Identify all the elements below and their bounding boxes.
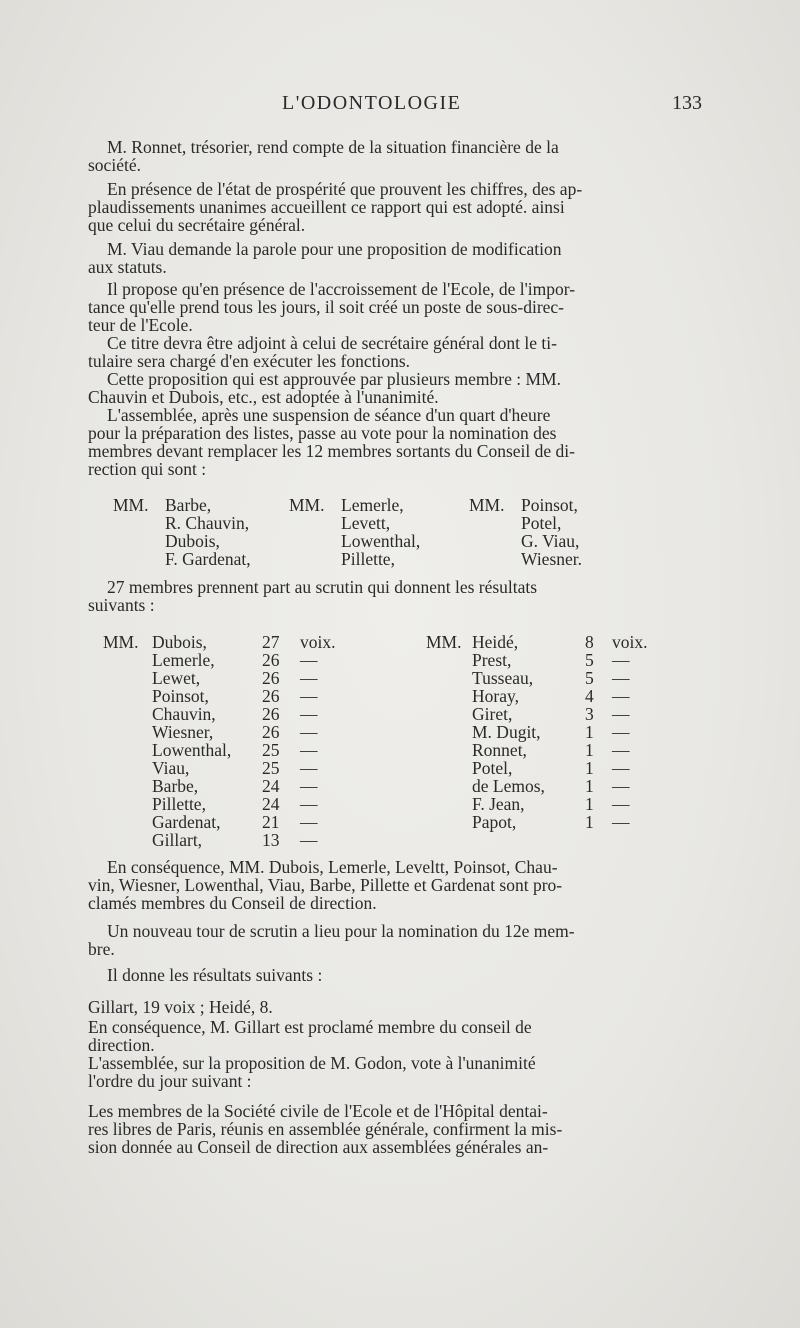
paragraph-new-round: Un nouveau tour de scrutin a lieu pour la nomination du 12e mem- bre. — [88, 921, 575, 959]
vote-count: 1 — [585, 758, 594, 778]
vote-unit: — — [300, 776, 318, 796]
member-name: Levett, — [341, 513, 391, 533]
members-column-3: MM. Poinsot, Potel, G. Viau, Wiesner. — [469, 495, 583, 569]
vote-count: 1 — [585, 722, 594, 742]
document-page: L'ODONTOLOGIE 133 M. Ronnet, trésorier, rend compte de la situation financière de la société. En présence de l'état de prospérité que prouvent les chiffres, des ap- plaudissements unanimes accueillent ce rapport qui est adopté. ainsi que celui du secrétaire général. M. Viau demande la parole pour une proposition de modification aux statuts. Il propose qu'en présence de l'accroissement de l'Ecole, de l'impor- tance qu'elle prend tous les jours, il soit créé un poste de sous-direc- teur de l'Ecole. Ce titre devra être adjoint à celui de secrétaire général dont le ti- tulaire sera chargé d'en exécuter les fonctions. Cette proposition qui est approuvée par plusieurs membre : MM. Chauvin et Dubois, etc., est adoptée à l'unanimité. L'assemblée, après une suspension de séance d'un quart d'heure pour la préparation des listes, passe au vote pour la nomination des membres devant remplacer les 12 membres sortants du Conseil de di- rection qui sont : MM. Barbe, R. Chauvin, Dubois, F. Gardenat, MM. Lemerle, Levett, Lowenthal, Pillette, MM. Poinsot, Potel, G. Viau, Wiesner. 27 membres prennent part au scrutin qui donnent les résultats suivants : MM. Dubois, 27 voix. Lemerle, 26 — Lewet, 26 — Poinsot, 26 — Chauvin, 26 — Wiesner, 26 — Lowenthal, 25 — Viau, 25 — Barbe, 24 — Pillette, 24 — Gardenat, 21 — Gillart, 13 — MM. Heidé, 8 voix. Prest, 5 — Tusseau, 5 — Horay, 4 — Giret, 3 — M. Dugit, 1 — Ronnet, 1 — Potel, 1 — de Lemos, 1 — F. Jean, 1 — Papot, 1 — En conséquence, MM. Dubois, Lemerle, Leveltt, Poinsot, Chau- vin, Wiesner, Lowenthal, Viau, Barbe, Pillette et Gardenat sont pro- clamés membres du Conseil de direction. Un nouveau tour de scrutin a lieu pour la nomination du 12e mem- bre. Il donne les résultats suivants : Gillart, 19 voix ; Heidé, 8. En conséquence, M. Gillart est proclamé membre du conseil de direction. L'assemblée, sur la proposition de M. Godon, vote à l'unanimité l'ordre du jour suivant : Les membres de la Société civile de l'Ecole et de l'Hôpital dentai- res libres de Paris, réunis en assemblée générale, confirment la mis- sion donnée au Conseil de direction aux assemblées générales an- — [0, 0, 800, 1328]
vote-unit: — — [612, 722, 630, 742]
vote-count: 21 — [262, 812, 280, 832]
vote-count: 5 — [585, 668, 594, 688]
result-row — [152, 776, 352, 794]
paragraph-approval: Cette proposition qui est approuvée par plusieurs membre : MM. Chauvin et Dubois, etc., est adoptée à l'unanimité. — [88, 369, 561, 407]
vote-unit: — — [300, 686, 318, 706]
candidate-name: Tusseau, — [472, 668, 534, 688]
result-row — [472, 740, 672, 758]
result-row — [472, 668, 672, 686]
candidate-name: Lemerle, — [152, 650, 215, 670]
paragraph-godon-proposal: L'assemblée, sur la proposition de M. Godon, vote à l'unanimité l'ordre du jour suivant : — [88, 1053, 536, 1091]
member-name: Dubois, — [165, 531, 220, 551]
vote-count: 26 — [262, 704, 280, 724]
vote-unit: voix. — [300, 632, 336, 652]
result-row — [152, 722, 352, 740]
vote-count: 1 — [585, 794, 594, 814]
paragraph-assembly-vote: L'assemblée, après une suspension de séance d'un quart d'heure pour la préparation des listes, passe au vote pour la nomination des membres devant remplacer les 12 membres sortants du Conseil de di- rection qui sont : — [88, 405, 575, 479]
vote-count: 13 — [262, 830, 280, 850]
vote-unit: — — [612, 812, 630, 832]
candidate-name: Gardenat, — [152, 812, 221, 832]
members-column-1: MM. Barbe, R. Chauvin, Dubois, F. Gardenat, — [113, 495, 251, 569]
member-name: Lowenthal, — [341, 531, 421, 551]
vote-unit: — — [300, 812, 318, 832]
running-title: L'ODONTOLOGIE — [282, 92, 462, 114]
vote-unit: — — [300, 668, 318, 688]
result-row — [472, 632, 672, 650]
vote-unit: — — [300, 830, 318, 850]
member-name: Lemerle, — [341, 495, 404, 515]
result-row — [472, 686, 672, 704]
vote-unit: — — [300, 758, 318, 778]
vote-unit: — — [612, 650, 630, 670]
vote-count: 5 — [585, 650, 594, 670]
candidate-name: Pillette, — [152, 794, 206, 814]
paragraph-applause: En présence de l'état de prospérité que prouvent les chiffres, des ap- plaudissements unanimes accueillent ce rapport qui est adopté. ainsi que celui du secrétaire général. — [88, 179, 583, 235]
member-name: Barbe, — [165, 495, 212, 515]
result-row — [152, 632, 352, 650]
member-name: Wiesner. — [521, 549, 583, 569]
paragraph-proclamation: En conséquence, MM. Dubois, Lemerle, Leveltt, Poinsot, Chau- vin, Wiesner, Lowenthal, Viau, Barbe, Pillette et Gardenat sont pro- clamés membres du Conseil de direction. — [88, 857, 563, 913]
vote-count: 26 — [262, 686, 280, 706]
vote-unit: — — [612, 758, 630, 778]
paragraph-results-intro: Il donne les résultats suivants : — [107, 965, 323, 985]
candidate-name: de Lemos, — [472, 776, 545, 796]
vote-unit: — — [612, 794, 630, 814]
result-row — [472, 758, 672, 776]
result-row — [152, 650, 352, 668]
member-name: R. Chauvin, — [165, 513, 250, 533]
member-name: F. Gardenat, — [165, 549, 251, 569]
vote-count: 26 — [262, 668, 280, 688]
candidate-name: Gillart, — [152, 830, 203, 850]
candidate-name: Poinsot, — [152, 686, 209, 706]
result-row — [152, 668, 352, 686]
paragraph-sub-director: Il propose qu'en présence de l'accroissement de l'Ecole, de l'impor- tance qu'elle prend tous les jours, il soit créé un poste de sous-direc- teur de l'Ecole. — [88, 279, 576, 335]
results-left-column — [152, 632, 352, 848]
vote-count: 25 — [262, 740, 280, 760]
paragraph-treasurer-report: M. Ronnet, trésorier, rend compte de la situation financière de la société. — [88, 137, 559, 175]
vote-unit: — — [300, 794, 318, 814]
candidate-name: Wiesner, — [152, 722, 214, 742]
member-name: Pillette, — [341, 549, 395, 569]
vote-unit: — — [612, 668, 630, 688]
vote-count: 26 — [262, 722, 280, 742]
candidate-name: Dubois, — [152, 632, 207, 652]
candidate-name: Prest, — [472, 650, 512, 670]
candidate-name: Papot, — [472, 812, 517, 832]
paragraph-viau-proposal: M. Viau demande la parole pour une proposition de modification aux statuts. — [88, 239, 562, 277]
result-row — [152, 794, 352, 812]
candidate-name: Ronnet, — [472, 740, 527, 760]
vote-unit: — — [300, 650, 318, 670]
candidate-name: Heidé, — [472, 632, 519, 652]
vote-unit: — — [612, 686, 630, 706]
vote-count: 24 — [262, 776, 280, 796]
result-row — [472, 722, 672, 740]
vote-unit: — — [612, 704, 630, 724]
result-row — [152, 686, 352, 704]
vote-count: 25 — [262, 758, 280, 778]
vote-unit: — — [300, 740, 318, 760]
vote-count: 4 — [585, 686, 594, 706]
vote-count: 24 — [262, 794, 280, 814]
result-row — [152, 830, 352, 848]
paragraph-gillart-proclaimed: En conséquence, M. Gillart est proclamé membre du conseil de direction. — [88, 1017, 532, 1055]
vote-count: 8 — [585, 632, 594, 652]
candidate-name: Viau, — [152, 758, 190, 778]
candidate-name: Horay, — [472, 686, 519, 706]
results-right-column — [472, 632, 672, 830]
result-row — [472, 812, 672, 830]
result-row — [152, 740, 352, 758]
result-row — [152, 704, 352, 722]
vote-unit: — — [612, 776, 630, 796]
vote-unit: — — [300, 704, 318, 724]
vote-count: 26 — [262, 650, 280, 670]
vote-unit: voix. — [612, 632, 648, 652]
members-column-2: MM. Lemerle, Levett, Lowenthal, Pillette, — [289, 495, 421, 569]
vote-count: 27 — [262, 632, 280, 652]
candidate-name: M. Dugit, — [472, 722, 541, 742]
paragraph-second-result: Gillart, 19 voix ; Heidé, 8. — [88, 997, 273, 1017]
result-row — [152, 758, 352, 776]
candidate-name: Lewet, — [152, 668, 201, 688]
paragraph-order-of-day: Les membres de la Société civile de l'Ecole et de l'Hôpital dentai- res libres de Paris, réunis en assemblée générale, confirment la mis- sion donnée au Conseil de direction aux assemblées générales an- — [88, 1101, 563, 1157]
paragraph-scrutin: 27 membres prennent part au scrutin qui donnent les résultats suivants : — [88, 577, 538, 615]
result-row — [472, 776, 672, 794]
page-header — [0, 92, 800, 122]
vote-unit: — — [300, 722, 318, 742]
vote-count: 3 — [585, 704, 594, 724]
result-row — [152, 812, 352, 830]
vote-count: 1 — [585, 740, 594, 760]
candidate-name: Barbe, — [152, 776, 199, 796]
candidate-name: Potel, — [472, 758, 513, 778]
candidate-name: Lowenthal, — [152, 740, 232, 760]
result-row — [472, 650, 672, 668]
member-name: Poinsot, — [521, 495, 578, 515]
page-number: 133 — [672, 92, 702, 114]
result-row — [472, 794, 672, 812]
member-name: Potel, — [521, 513, 562, 533]
candidate-name: Giret, — [472, 704, 513, 724]
paragraph-title-secretary: Ce titre devra être adjoint à celui de secrétaire général dont le ti- tulaire sera chargé d'en exécuter les fonctions. — [88, 333, 557, 371]
vote-unit: — — [612, 740, 630, 760]
vote-count: 1 — [585, 812, 594, 832]
result-row — [472, 704, 672, 722]
member-name: G. Viau, — [521, 531, 580, 551]
candidate-name: F. Jean, — [472, 794, 525, 814]
candidate-name: Chauvin, — [152, 704, 216, 724]
vote-count: 1 — [585, 776, 594, 796]
